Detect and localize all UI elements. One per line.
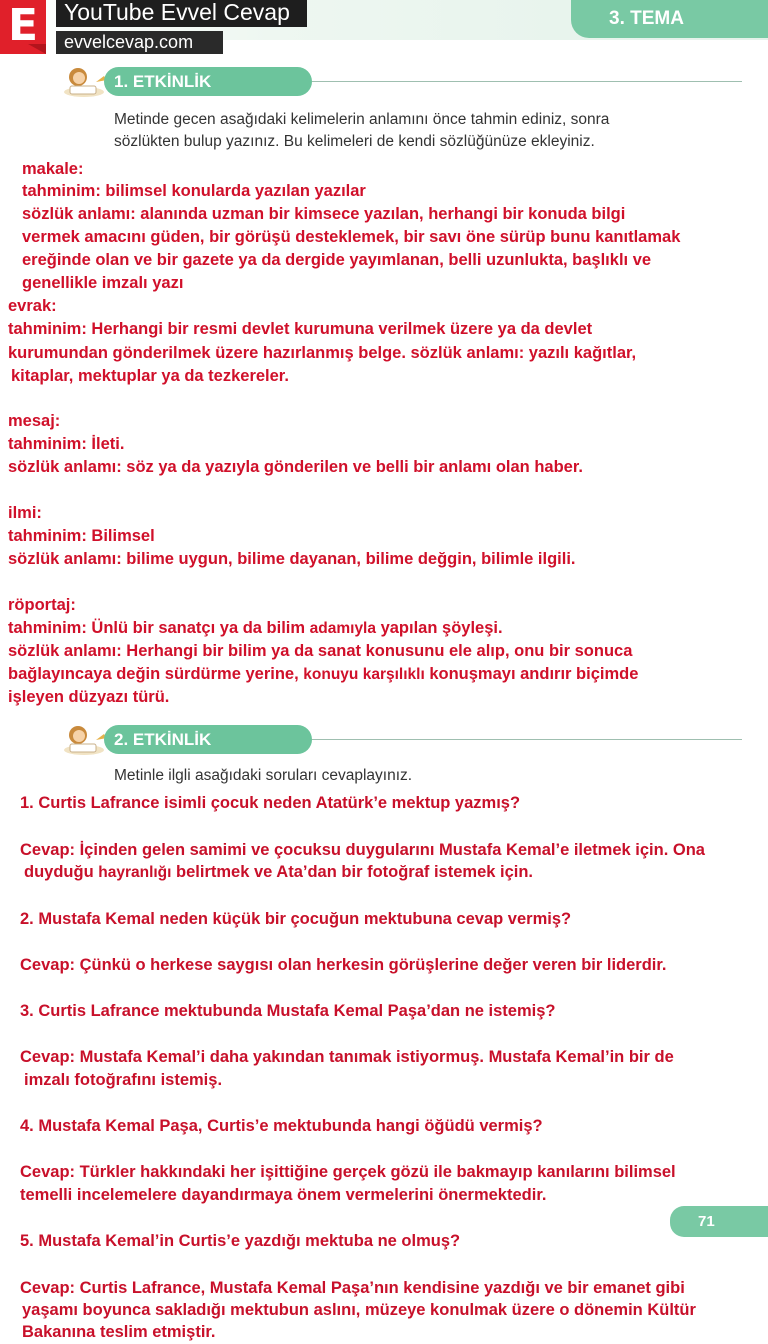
question-1: 1. Curtis Lafrance isimli çocuk neden Atatürk’e mektup yazmış? <box>20 794 521 812</box>
logo-tail <box>28 44 46 54</box>
activity2-instruction: Metinle ilgli asağıdaki soruları cevaplayınız. <box>114 767 413 784</box>
youtube-banner[interactable]: YouTube Evvel Cevap <box>56 0 307 27</box>
answer-4-line2: temelli incelemelere dayandırmaya önem vermelerini önermektedir. <box>20 1186 547 1204</box>
answer-line: tahminim: bilimsel konularda yazılan yazılar <box>22 182 366 200</box>
answer-line: röportaj: <box>8 596 76 614</box>
divider <box>312 81 742 82</box>
answer-1-line1: Cevap: İçinden gelen samimi ve çocuksu duygularını Mustafa Kemal’e iletmek için. Ona <box>20 841 705 859</box>
activity1-header <box>58 64 698 98</box>
answer-3-line2: imzalı fotoğrafını istemiş. <box>24 1071 223 1089</box>
activity1-instruction-2: sözlükten bulup yazınız. Bu kelimeleri de kendi sözlüğünüze ekleyiniz. <box>114 133 595 150</box>
answer-line: sözlük anlamı: Herhangi bir bilim ya da sanat konusunu ele alıp, onu bir sonuca <box>8 642 633 660</box>
answer-line: bağlayıncaya değin sürdürme yerine, konuyu karşılıklı konuşmayı andırır biçimde <box>8 665 639 683</box>
answer-line: kurumundan gönderilmek üzere hazırlanmış belge. sözlük anlamı: yazılı kağıtlar, <box>8 344 637 362</box>
answer-line: tahminim: Bilimsel <box>8 527 155 545</box>
answer-line: işleyen düzyazı türü. <box>8 688 170 706</box>
answer-line: evrak: <box>8 297 57 315</box>
answer-4-line1: Cevap: Türkler hakkındaki her işittiğine gerçek gözü ile bakmayıp kanılarını bilimsel <box>20 1163 676 1181</box>
divider <box>312 739 742 740</box>
question-5: 5. Mustafa Kemal’in Curtis’e yazdığı mektuba ne olmuş? <box>20 1232 461 1250</box>
answer-line: makale: <box>22 160 84 178</box>
site-banner[interactable]: evvelcevap.com <box>56 31 223 54</box>
reading-girl-icon <box>58 64 110 98</box>
answer-5-line2: yaşamı boyunca sakladığı mektubun aslını, müzeye konulmak üzere o dönemin Kültür <box>22 1301 696 1319</box>
answer-line: genellikle imzalı yazı <box>22 274 184 292</box>
answer-line: ilmi: <box>8 504 42 522</box>
reading-girl-icon <box>58 722 110 756</box>
answer-line: tahminim: Ünlü bir sanatçı ya da bilim adamıyla yapılan şöyleşi. <box>8 619 503 637</box>
answer-line: tahminim: Herhangi bir resmi devlet kurumuna verilmek üzere ya da devlet <box>8 320 593 338</box>
activity2-header <box>58 722 698 756</box>
answer-5-line3: Bakanına teslim etmiştir. <box>22 1323 216 1341</box>
answer-line: kitaplar, mektuplar ya da tezkereler. <box>11 367 289 385</box>
tema-label: 3. TEMA <box>571 0 768 38</box>
question-4: 4. Mustafa Kemal Paşa, Curtis’e mektubunda hangi öğüdü vermiş? <box>20 1117 543 1135</box>
answer-line: tahminim: İleti. <box>8 435 125 453</box>
answer-line: sözlük anlamı: alanında uzman bir kimsece yazılan, herhangi bir konuda bilgi <box>22 205 626 223</box>
answer-line: sözlük anlamı: bilime uygun, bilime dayanan, bilime değgin, bilimle ilgili. <box>8 550 576 568</box>
page-number: 71 <box>670 1206 768 1237</box>
answer-2: Cevap: Çünkü o herkese saygısı olan herkesin görüşlerine değer veren bir liderdir. <box>20 956 667 974</box>
question-2: 2. Mustafa Kemal neden küçük bir çocuğun mektubuna cevap vermiş? <box>20 910 572 928</box>
answer-3-line1: Cevap: Mustafa Kemal’i daha yakından tanımak istiyormuş. Mustafa Kemal’in bir de <box>20 1048 674 1066</box>
answer-line: sözlük anlamı: söz ya da yazıyla gönderilen ve belli bir anlamı olan haber. <box>8 458 583 476</box>
activity1-instruction-1: Metinde gecen asağıdaki kelimelerin anlamını önce tahmin ediniz, sonra <box>114 111 610 128</box>
question-3: 3. Curtis Lafrance mektubunda Mustafa Kemal Paşa’dan ne istemiş? <box>20 1002 556 1020</box>
evvel-logo[interactable]: E <box>0 0 46 54</box>
answer-line: vermek amacını güden, bir görüşü desteklemek, bir savı öne sürüp bunu kanıtlamak <box>22 228 681 246</box>
activity1-title: 1. ETKİNLİK <box>104 67 312 96</box>
answer-line: mesaj: <box>8 412 61 430</box>
answer-1-line2: duyduğu hayranlığı belirtmek ve Ata’dan bir fotoğraf istemek için. <box>24 863 534 881</box>
answer-line: ereğinde olan ve bir gazete ya da dergide yayımlanan, belli uzunlukta, başlıklı ve <box>22 251 652 269</box>
answer-5-line1: Cevap: Curtis Lafrance, Mustafa Kemal Paşa’nın kendisine yazdığı ve bir emanet gibi <box>20 1279 685 1297</box>
activity2-title: 2. ETKİNLİK <box>104 725 312 754</box>
